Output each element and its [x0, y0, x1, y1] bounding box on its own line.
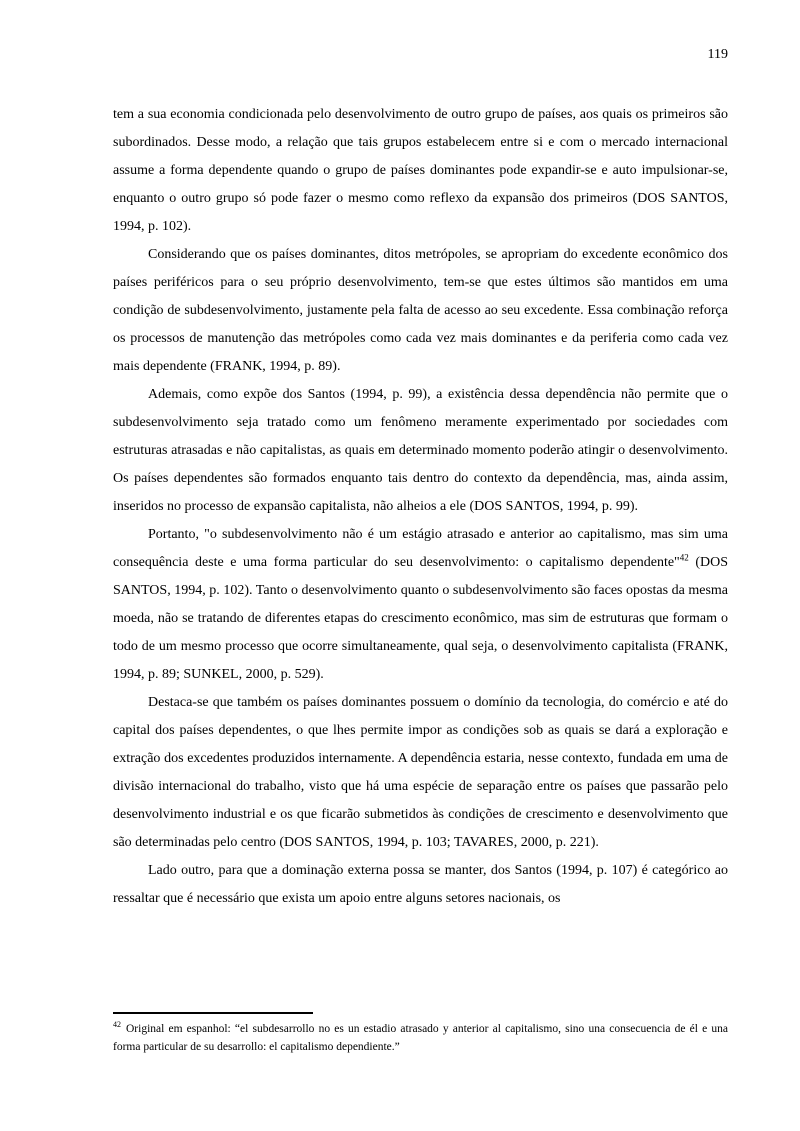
paragraph-continuation: tem a sua economia condicionada pelo desenvolvimento de outro grupo de países, aos quais os primeiros são subordinados. Desse modo, a relação que tais grupos estabelecem entre si e com o mercado internacional assume a forma dependente quando o grupo de países dominantes pode expandir-se e auto impulsionar-se, enquanto o outro grupo só pode fazer o mesmo como reflexo da expansão dos primeiros (DOS SANTOS, 1994, p. 102).: [113, 107, 728, 234]
paragraph-considerando: Considerando que os países dominantes, ditos metrópoles, se apropriam do excedente econômico dos países periféricos para o seu próprio desenvolvimento, tem-se que estes últimos são mantidos em uma condição de subdesenvolvimento, justamente pela falta de acesso ao seu excedente. Essa combinação reforça os processos de manutenção das metrópoles como cada vez mais dominantes e da periferia como cada vez mais dependente (FRANK, 1994, p. 89).: [113, 247, 728, 374]
footnote-text: Original em espanhol: “el subdesarrollo no es un estadio atrasado y anterior al capitalismo, sino una consecuencia de él e una forma particular de su desarrollo: el capitalismo dependiente.”: [113, 1023, 728, 1053]
paragraph-destaca-se: Destaca-se que também os países dominantes possuem o domínio da tecnologia, do comércio e até do capital dos países dependentes, o que lhes permite impor as condições sob as quais se dará a exploração e extração dos excedentes produzidos internamente. A dependência estaria, nesse contexto, fundada em uma de divisão internacional do trabalho, visto que há uma espécie de separação entre os países que passarão pelo desenvolvimento industrial e os que ficarão submetidos às condições de crescimento e desenvolvimento que são determinadas pelo centro (DOS SANTOS, 1994, p. 103; TAVARES, 2000, p. 221).: [113, 695, 728, 850]
paragraph-portanto-text-post: (DOS SANTOS, 1994, p. 102). Tanto o desenvolvimento quanto o subdesenvolvimento são faces opostas da mesma moeda, não se tratando de diferentes etapas do crescimento econômico, mas sim de estruturas que formam o todo de um mesmo processo que ocorre simultaneamente, qual seja, o desenvolvimento capitalista (FRANK, 1994, p. 89; SUNKEL, 2000, p. 529).: [113, 555, 728, 682]
footnote-area: [113, 1012, 728, 1056]
footnote: [113, 1020, 728, 1056]
footnote-separator: [113, 1012, 313, 1014]
paragraph-ademais: Ademais, como expõe dos Santos (1994, p. 99), a existência dessa dependência não permite que o subdesenvolvimento seja tratado como um fenômeno meramente experimentado por sociedades com estruturas atrasadas e não capitalistas, as quais em determinado momento poderão atingir o desenvolvimento. Os países dependentes são formados enquanto tais dentro do contexto da dependência, mas, ainda assim, inseridos no processo de expansão capitalista, não alheios a ele (DOS SANTOS, 1994, p. 99).: [113, 387, 728, 514]
page-number: 119: [707, 47, 728, 62]
body-text: [113, 101, 728, 913]
paragraph-portanto: [113, 521, 728, 689]
paragraph-lado-outro: Lado outro, para que a dominação externa possa se manter, dos Santos (1994, p. 107) é categórico ao ressaltar que é necessário que exista um apoio entre alguns setores nacionais, os: [113, 863, 728, 906]
footnote-reference: 42: [679, 552, 689, 563]
paragraph-portanto-text-pre: Portanto, "o subdesenvolvimento não é um estágio atrasado e anterior ao capitalismo, mas sim uma consequência deste e uma forma particular do seu desenvolvimento: o capitalismo dependente": [113, 527, 728, 570]
footnote-marker: 42: [113, 1020, 121, 1030]
